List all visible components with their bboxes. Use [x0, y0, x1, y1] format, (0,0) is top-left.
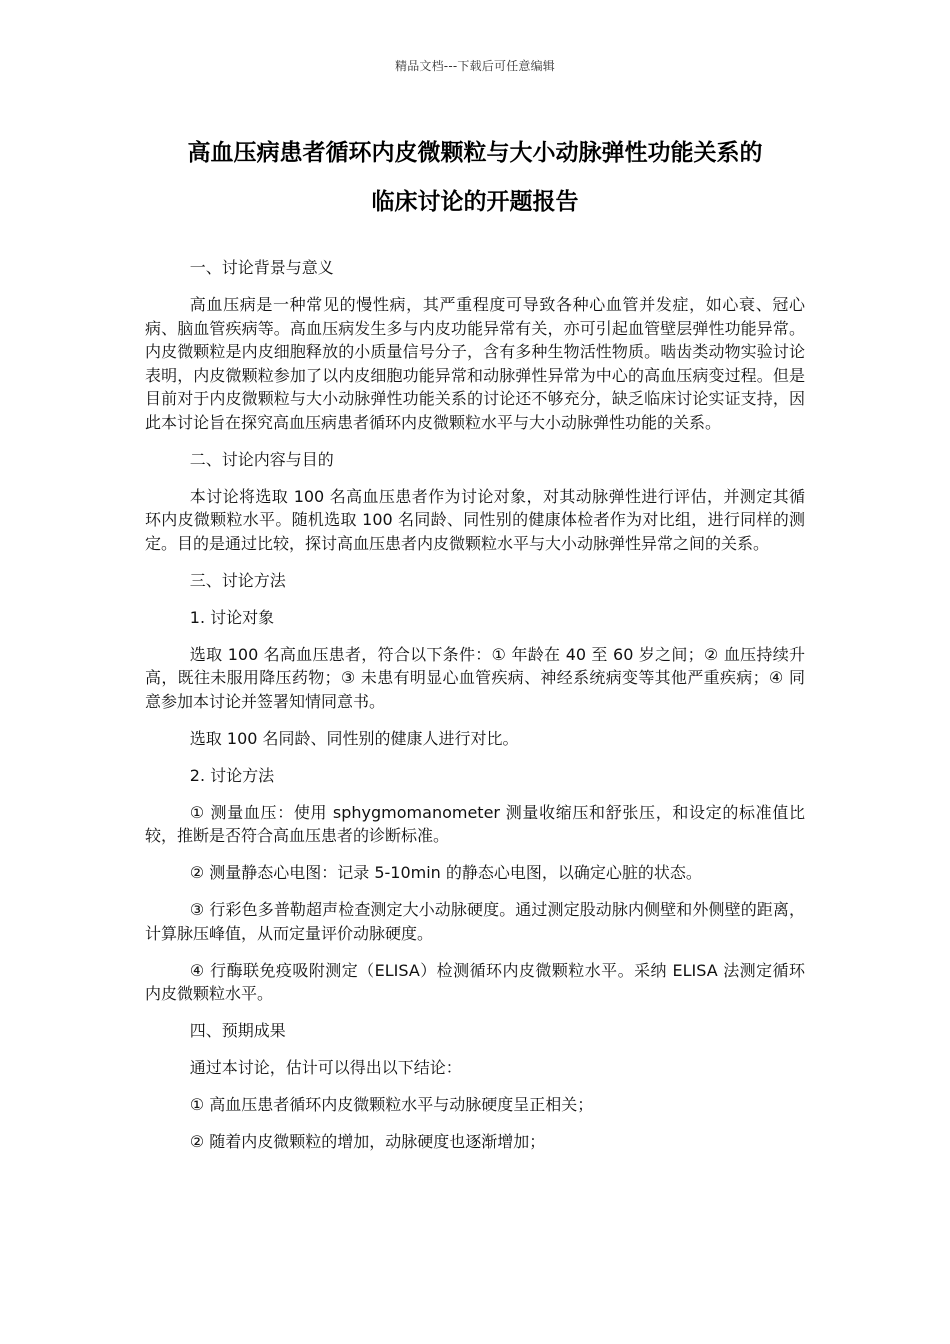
conclusion-item-1: ① 高血压患者循环内皮微颗粒水平与动脉硬度呈正相关； [189, 1095, 594, 1114]
section-1-heading: 一、讨论背景与意义 [189, 258, 334, 277]
section-4-heading: 四、预期成果 [189, 1021, 286, 1040]
section-3-subheading-1: 1. 讨论对象 [189, 607, 275, 627]
document-body [145, 256, 805, 1167]
method-item-2: ② 测量静态心电图：记录 5-10min 的静态心电图，以确定心脏的状态。 [189, 863, 702, 882]
section-3-control-paragraph: 选取 100 名同龄、同性别的健康人进行对比。 [189, 728, 519, 748]
document-title-line-2: 临床讨论的开题报告 [371, 189, 579, 215]
document-title-line-1: 高血压病患者循环内皮微颗粒与大小动脉弹性功能关系的 [187, 140, 763, 166]
conclusion-item-2: ② 随着内皮微颗粒的增加，动脉硬度也逐渐增加； [189, 1132, 546, 1151]
section-2-heading: 二、讨论内容与目的 [189, 449, 334, 469]
method-item-4: ④ 行酶联免疫吸附测定（ELISA）检测循环内皮微颗粒水平。采纳 ELISA 法测定循环内皮微颗粒水平。 [145, 960, 805, 1003]
section-2-paragraph: 本讨论将选取 100 名高血压患者作为讨论对象，对其动脉弹性进行评估，并测定其循环内皮微颗粒水平。随机选取 100 名同龄、同性别的健康体检者作为对比组，进行同样的测定。目的是通过比较，探讨高血压患者内皮微颗粒水平与大小动脉弹性异常之间的关系。 [145, 486, 805, 553]
section-3-heading: 三、讨论方法 [189, 570, 286, 590]
method-item-1: ① 测量血压：使用 sphygmomanometer 测量收缩压和舒张压，和设定的标准值比较，推断是否符合高血压患者的诊断标准。 [145, 802, 805, 845]
section-3-subjects-paragraph: 选取 100 名高血压患者，符合以下条件：① 年龄在 40 至 60 岁之间；② 血压持续升高，既往未服用降压药物；③ 未患有明显心血管疾病、神经系统病变等其他严重疾病；④ 同意参加本讨论并签署知情同意书。 [145, 644, 805, 711]
section-3-subheading-2: 2. 讨论方法 [189, 765, 275, 785]
section-4-paragraph: 通过本讨论，估计可以得出以下结论： [189, 1058, 462, 1077]
header-note: 精品文档---下载后可任意编辑 [395, 59, 555, 73]
section-1-paragraph: 高血压病是一种常见的慢性病，其严重程度可导致各种心血管并发症，如心衰、冠心病、脑血管疾病等。高血压病发生多与内皮功能异常有关，亦可引起血管壁层弹性功能异常。内皮微颗粒是内皮细胞释放的小质量信号分子，含有多种生物活性物质。啮齿类动物实验讨论表明，内皮微颗粒参加了以内皮细胞功能异常和动脉弹性异常为中心的高血压病变过程。但是目前对于内皮微颗粒与大小动脉弹性功能关系的讨论还不够充分，缺乏临床讨论实证支持，因此本讨论旨在探究高血压病患者循环内皮微颗粒水平与大小动脉弹性功能的关系。 [145, 295, 805, 432]
method-item-3: ③ 行彩色多普勒超声检查测定大小动脉硬度。通过测定股动脉内侧壁和外侧壁的距离，计算脉压峰值，从而定量评价动脉硬度。 [145, 900, 805, 943]
